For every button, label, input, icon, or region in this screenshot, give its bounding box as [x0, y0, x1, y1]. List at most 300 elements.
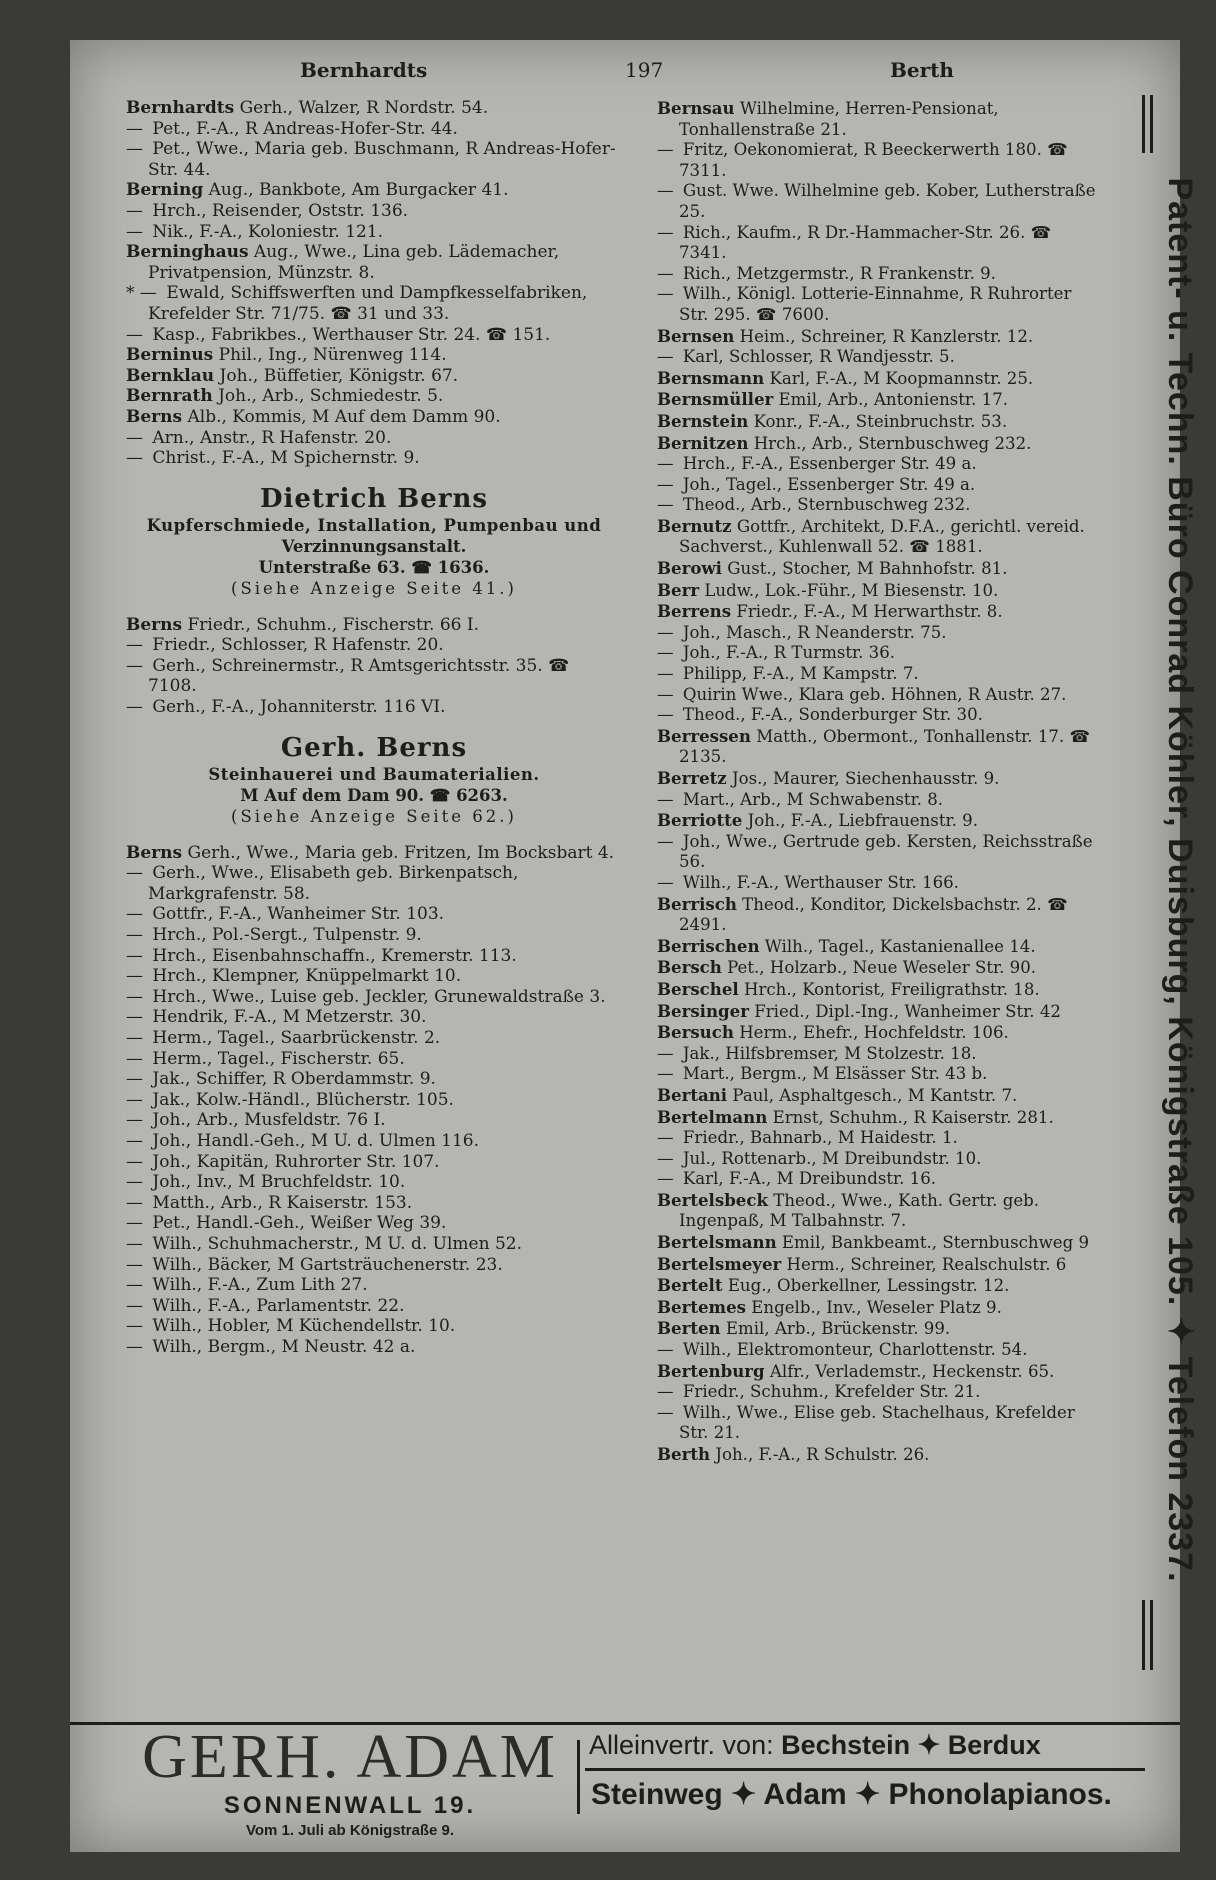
entry-surname: Berr [657, 579, 700, 600]
footer-top-prefix: Alleinvertr. von: [589, 1730, 774, 1760]
directory-entry [657, 1361, 1102, 1383]
entry-details: Wilh., Königl. Lotterie-Einnahme, R Ruhrorter Str. 295. ☎ 7600. [679, 284, 1072, 324]
entry-surname: — [126, 1275, 143, 1296]
entry-details: Joh., Arb., Schmiedestr. 5. [218, 386, 444, 407]
entry-surname: — [126, 904, 143, 925]
entry-details: Wilh., Bäcker, M Gartsträuchenerstr. 23. [152, 1254, 503, 1275]
entry-details: Herm., Schreiner, Realschulstr. 6 [786, 1254, 1067, 1274]
directory-entry [126, 966, 622, 987]
entry-details: Wilh., F.-A., Zum Lith 27. [152, 1275, 368, 1296]
directory-entry [126, 1172, 622, 1193]
entry-details: Ludw., Lok.-Führ., M Biesenstr. 10. [704, 580, 999, 600]
directory-entry [126, 1090, 622, 1111]
entry-details: Gerh., Wwe., Maria geb. Fritzen, Im Bocksbart 4. [187, 842, 615, 863]
entry-surname: — [657, 1402, 674, 1422]
entry-surname: Bernitzen [657, 432, 749, 453]
entry-details: Friedr., Schuhm., Krefelder Str. 21. [682, 1382, 981, 1402]
entry-details: Hrch., Kontorist, Freiligrathstr. 18. [743, 979, 1040, 999]
directory-entry [657, 1022, 1102, 1044]
entry-details: Fried., Dipl.-Ing., Wanheimer Str. 42 [754, 1001, 1061, 1021]
left-entries-2 [126, 615, 622, 718]
directory-entry [126, 448, 622, 469]
entry-details: Jak., Hilfsbremser, M Stolzestr. 18. [682, 1043, 977, 1063]
page-number: 197 [625, 58, 664, 82]
directory-entry [126, 1152, 622, 1173]
entry-details: Philipp, F.-A., M Kampstr. 7. [682, 664, 919, 684]
entry-details: Emil, Bankbeamt., Sternbuschweg 9 [781, 1233, 1090, 1253]
directory-entry [126, 345, 622, 366]
directory-entry [126, 180, 622, 201]
entry-details: Aug., Bankbote, Am Burgacker 41. [208, 180, 509, 201]
entry-surname: — [657, 1148, 674, 1168]
directory-entry [657, 389, 1102, 411]
entry-details: Jak., Kolw.-Händl., Blücherstr. 105. [152, 1089, 454, 1110]
entry-details: Hrch., Wwe., Luise geb. Jeckler, Grunewaldstraße 3. [152, 986, 606, 1007]
footer-note: Vom 1. Juli ab Königstraße 9. [245, 1822, 455, 1839]
entry-surname: Berninghaus [126, 242, 249, 263]
entry-details: Wilh., Schuhmacherstr., M U. d. Ulmen 52. [152, 1233, 522, 1254]
entry-details: Joh., Tagel., Essenberger Str. 49 a. [682, 474, 976, 494]
entry-surname: — [657, 222, 674, 242]
entry-surname: — [126, 1295, 143, 1316]
directory-entry [126, 1316, 622, 1337]
entry-details: Gerh., Walzer, R Nordstr. 54. [239, 98, 489, 118]
directory-entry [126, 1275, 622, 1296]
entry-surname: — [126, 697, 143, 718]
entry-details: Gust. Wwe. Wilhelmine geb. Kober, Lutherstraße 25. [679, 181, 1096, 221]
entry-details: Jos., Maurer, Siechenhausstr. 9. [732, 769, 1000, 788]
directory-entry [126, 407, 622, 428]
directory-entry [657, 601, 1102, 623]
entry-surname: Bernstein [657, 410, 749, 431]
entry-details: Pet., Handl.-Geh., Weißer Weg 39. [152, 1213, 447, 1234]
entry-details: Kasp., Fabrikbes., Werthauser Str. 24. ☎ 151. [152, 324, 551, 345]
ad-gerh-berns [126, 732, 622, 827]
directory-entry [126, 904, 622, 925]
left-entries-1 [126, 98, 622, 469]
directory-entry [657, 979, 1102, 1001]
directory-entry [126, 1255, 622, 1276]
directory-entry [657, 1128, 1102, 1149]
directory-entry [657, 326, 1102, 348]
ad-reference: (Siehe Anzeige Seite 62.) [231, 806, 517, 826]
entry-surname: Bersch [657, 957, 722, 978]
directory-entry [126, 1028, 622, 1049]
directory-entry [657, 98, 1102, 140]
entry-surname: — [657, 643, 674, 663]
entry-surname: Bernsau [657, 98, 735, 118]
directory-entry [126, 1007, 622, 1028]
entry-surname: — [657, 181, 674, 201]
directory-entry [657, 1044, 1102, 1065]
entry-surname: — [126, 118, 143, 139]
entry-details: Emil, Arb., Brückenstr. 99. [725, 1319, 951, 1339]
entry-details: Arn., Anstr., R Hafenstr. 20. [152, 427, 392, 448]
directory-entry [657, 1232, 1102, 1254]
entry-surname: Berretz [657, 768, 727, 788]
entry-details: Hrch., Arb., Sternbuschweg 232. [753, 433, 1032, 453]
directory-entry [657, 936, 1102, 958]
entry-details: Phil., Ing., Nürenweg 114. [218, 345, 447, 366]
entry-surname: — [126, 139, 143, 160]
directory-entry [657, 1254, 1102, 1276]
entry-surname: — [657, 664, 674, 684]
entry-surname: * — [126, 283, 157, 304]
directory-entry [657, 643, 1102, 664]
directory-entry [657, 1382, 1102, 1403]
entry-details: Joh., Handl.-Geh., M U. d. Ulmen 116. [152, 1130, 480, 1151]
entry-details: Hendrik, F.-A., M Metzerstr. 30. [152, 1007, 427, 1028]
entry-surname: — [657, 495, 674, 515]
entry-details: Friedr., F.-A., M Herwarthstr. 8. [736, 602, 1003, 622]
directory-entry [126, 1110, 622, 1131]
directory-entry [657, 495, 1102, 516]
entry-surname: Bernrath [126, 386, 213, 407]
left-column [126, 98, 622, 1358]
entry-details: Gerh., Wwe., Elisabeth geb. Birkenpatsch, Markgrafenstr. 58. [148, 863, 519, 904]
entry-details: Nik., F.-A., Koloniestr. 121. [152, 221, 384, 242]
ad-line: Kupferschmiede, Installation, Pumpenbau und [146, 515, 602, 535]
entry-details: Rich., Kaufm., R Dr.-Hammacher-Str. 26. ☎ 7341. [679, 222, 1052, 263]
entry-details: Gottfr., Architekt, D.F.A., gerichtl. vereid. Sachverst., Kuhlenwall 52. ☎ 1881. [679, 516, 1085, 557]
entry-details: Christ., F.-A., M Spichernstr. 9. [152, 448, 420, 469]
entry-details: Hrch., Reisender, Oststr. 136. [152, 200, 409, 221]
ad-name: Gerh. Berns [280, 732, 468, 763]
entry-surname: Bernhardts [126, 98, 235, 118]
entry-details: Theod., Arb., Sternbuschweg 232. [682, 495, 971, 515]
entry-details: Joh., Wwe., Gertrude geb. Kersten, Reichsstraße 56. [679, 831, 1093, 872]
entry-surname: — [657, 622, 674, 642]
entry-surname: Berns [126, 614, 183, 635]
directory-entry [657, 558, 1102, 580]
entry-details: Joh., F.-A., R Turmstr. 36. [682, 643, 896, 663]
directory-entry [657, 1340, 1102, 1361]
directory-entry [126, 283, 622, 324]
entry-details: Aug., Wwe., Lina geb. Lädemacher, Privatpension, Münzstr. 8. [148, 242, 560, 283]
entry-details: Konr., F.-A., Steinbruchstr. 53. [753, 411, 1008, 431]
entry-surname: Berressen [657, 725, 751, 746]
right-column [657, 98, 1102, 1466]
entry-details: Mart., Arb., M Schwabenstr. 8. [682, 789, 944, 809]
entry-details: Gerh., Schreinermstr., R Amtsgerichtsstr. 35. ☎ 7108. [148, 655, 570, 697]
entry-details: Hrch., Pol.-Sergt., Tulpenstr. 9. [152, 925, 422, 946]
footer-divider [577, 1740, 580, 1814]
entry-surname: — [657, 454, 674, 474]
entry-surname: — [126, 448, 143, 469]
entry-details: Gust., Stocher, M Bahnhofstr. 81. [727, 559, 1008, 579]
entry-surname: — [126, 945, 143, 966]
entry-surname: — [126, 635, 143, 656]
footer-top-brands: Bechstein ✦ Berdux [781, 1730, 1041, 1760]
directory-entry [126, 635, 622, 656]
right-entries [657, 98, 1102, 1466]
entry-details: Joh., F.-A., R Schulstr. 26. [715, 1445, 930, 1464]
entry-details: Pet., Holzarb., Neue Weseler Str. 90. [727, 958, 1037, 978]
entry-surname: Bertelmann [657, 1106, 768, 1127]
directory-entry [657, 873, 1102, 894]
entry-surname: — [126, 221, 143, 242]
directory-entry [126, 98, 622, 119]
entry-details: Friedr., Bahnarb., M Haidestr. 1. [682, 1128, 958, 1148]
entry-details: Ewald, Schiffswerften und Dampfkesselfabriken, Krefelder Str. 71/75. ☎ 31 und 33. [148, 283, 588, 324]
entry-surname: — [126, 1336, 143, 1357]
entry-details: Gerh., F.-A., Johanniterstr. 116 VI. [152, 697, 446, 718]
entry-details: Joh., F.-A., Liebfrauenstr. 9. [747, 811, 978, 831]
entry-surname: — [657, 1382, 674, 1402]
entry-surname: Berrischen [657, 935, 760, 956]
entry-surname: — [126, 1254, 143, 1275]
header-left: Bernhardts [300, 58, 428, 82]
entry-details: Eug., Oberkellner, Lessingstr. 12. [727, 1276, 1010, 1296]
entry-surname: — [126, 1316, 143, 1337]
entry-surname: — [657, 474, 674, 494]
entry-surname: Berns [126, 406, 183, 427]
entry-surname: — [126, 324, 143, 345]
entry-surname: — [126, 1048, 143, 1069]
directory-entry [126, 119, 622, 140]
footer-advert-right [585, 1722, 1145, 1815]
directory-entry [126, 656, 622, 697]
directory-entry [126, 325, 622, 346]
entry-details: Engelb., Inv., Weseler Platz 9. [751, 1297, 1002, 1317]
footer-company-name: GERH. ADAM [142, 1723, 558, 1791]
directory-entry [126, 139, 622, 180]
entry-surname: — [126, 1213, 143, 1234]
ad-line: Verzinnungsanstalt. [281, 536, 467, 556]
entry-details: Wilh., Elektromonteur, Charlottenstr. 54. [682, 1340, 1028, 1360]
side-banner: Patent- u. Techn. Büro Conrad Köhler, Duisburg, Königstraße 105. ✦ Telefon 2337. [1161, 177, 1199, 1583]
entry-surname: — [126, 200, 143, 221]
directory-entry [657, 1190, 1102, 1232]
ad-reference: (Siehe Anzeige Seite 41.) [231, 578, 517, 598]
directory-entry [126, 1049, 622, 1070]
entry-details: Karl, F.-A., M Koopmannstr. 25. [769, 368, 1034, 388]
entry-surname: Bernsmüller [657, 389, 774, 410]
entry-details: Karl, Schlosser, R Wandjesstr. 5. [682, 347, 955, 367]
directory-entry [126, 1069, 622, 1090]
entry-surname: Berschel [657, 978, 739, 999]
entry-surname: Bertelsmann [657, 1232, 777, 1253]
entry-details: Quirin Wwe., Klara geb. Höhnen, R Austr. 27. [682, 684, 1067, 704]
entry-surname: — [126, 1007, 143, 1028]
entry-details: Wilhelmine, Herren-Pensionat, Tonhallenstraße 21. [679, 99, 999, 139]
footer-top-line [585, 1722, 1145, 1768]
directory-entry [657, 264, 1102, 285]
entry-surname: Bernklau [126, 365, 215, 386]
entry-details: Mart., Bergm., M Elsässer Str. 43 b. [682, 1064, 988, 1084]
ad-address: Unterstraße 63. ☎ 1636. [258, 557, 490, 577]
margin-rule [1150, 1600, 1153, 1670]
directory-entry [126, 1296, 622, 1317]
directory-entry [657, 832, 1102, 873]
entry-surname: — [126, 1028, 143, 1048]
directory-entry [126, 1337, 622, 1358]
entry-details: Hrch., Klempner, Knüppelmarkt 10. [152, 966, 462, 987]
directory-entry [126, 1131, 622, 1152]
entry-surname: Berning [126, 180, 204, 201]
entry-surname: — [126, 1233, 143, 1254]
entry-surname: — [126, 1130, 143, 1151]
directory-entry [657, 223, 1102, 264]
entry-details: Ernst, Schuhm., R Kaiserstr. 281. [772, 1107, 1054, 1127]
directory-entry [657, 768, 1102, 790]
entry-details: Wilh., Wwe., Elise geb. Stachelhaus, Krefelder Str. 21. [679, 1402, 1075, 1443]
directory-entry [657, 623, 1102, 644]
directory-entry [657, 790, 1102, 811]
directory-entry [657, 1107, 1102, 1129]
entry-details: Wilh., Hobler, M Küchendellstr. 10. [152, 1316, 456, 1337]
entry-details: Herm., Ehefr., Hochfeldstr. 106. [739, 1023, 1009, 1043]
entry-surname: — [657, 1043, 674, 1063]
directory-entry [657, 1085, 1102, 1107]
entry-surname: — [657, 1169, 674, 1189]
entry-surname: — [126, 655, 143, 676]
directory-entry [126, 863, 622, 904]
margin-rule [1142, 95, 1145, 153]
entry-surname: Bertemes [657, 1296, 747, 1317]
directory-entry [657, 1149, 1102, 1170]
margin-rule [1142, 1600, 1145, 1670]
entry-details: Gottfr., F.-A., Wanheimer Str. 103. [152, 904, 445, 925]
entry-surname: — [657, 140, 674, 160]
directory-entry [657, 516, 1102, 558]
entry-surname: — [657, 684, 674, 704]
entry-surname: Bertelsmeyer [657, 1253, 782, 1274]
entry-surname: — [657, 284, 674, 304]
entry-details: Theod., F.-A., Sonderburger Str. 30. [682, 705, 983, 725]
entry-details: Joh., Masch., R Neanderstr. 75. [682, 622, 947, 642]
directory-entry [126, 428, 622, 449]
entry-details: Emil, Arb., Antonienstr. 17. [778, 390, 1008, 410]
entry-details: Hrch., F.-A., Essenberger Str. 49 a. [682, 454, 977, 474]
entry-surname: Bertelsbeck [657, 1189, 768, 1210]
ad-address: M Auf dem Dam 90. ☎ 6263. [240, 785, 508, 805]
entry-surname: — [657, 872, 674, 892]
entry-surname: Berrisch [657, 893, 737, 914]
entry-details: Wilh., Bergm., M Neustr. 42 a. [152, 1336, 416, 1357]
directory-entry [657, 1403, 1102, 1444]
directory-entry [657, 181, 1102, 222]
entry-details: Joh., Arb., Musfeldstr. 76 I. [152, 1110, 386, 1131]
directory-entry [126, 925, 622, 946]
directory-entry [657, 1064, 1102, 1085]
directory-entry [657, 411, 1102, 433]
directory-entry [657, 284, 1102, 325]
entry-details: Theod., Konditor, Dickelsbachstr. 2. ☎ 2491. [679, 894, 1068, 935]
entry-surname: — [657, 1064, 674, 1084]
directory-entry [657, 685, 1102, 706]
directory-entry [657, 475, 1102, 496]
directory-entry [126, 1213, 622, 1234]
entry-surname: — [126, 986, 143, 1007]
entry-surname: Bertelt [657, 1275, 723, 1296]
entry-details: Alfr., Verlademstr., Heckenstr. 65. [769, 1361, 1055, 1381]
entry-surname: — [126, 1069, 143, 1090]
directory-entry [126, 615, 622, 636]
directory-entry [126, 222, 622, 243]
entry-details: Herm., Tagel., Saarbrückenstr. 2. [152, 1028, 441, 1048]
entry-surname: Berten [657, 1318, 721, 1339]
entry-details: Hrch., Eisenbahnschaffn., Kremerstr. 113. [152, 945, 517, 966]
entry-details: Jak., Schiffer, R Oberdammstr. 9. [152, 1069, 436, 1090]
directory-entry [657, 664, 1102, 685]
entry-surname: — [126, 1151, 143, 1172]
directory-entry [657, 347, 1102, 368]
entry-details: Joh., Kapitän, Ruhrorter Str. 107. [152, 1151, 440, 1172]
directory-entry [657, 894, 1102, 936]
margin-rule [1150, 95, 1153, 153]
entry-details: Herm., Tagel., Fischerstr. 65. [152, 1048, 405, 1069]
entry-surname: — [126, 1192, 143, 1213]
entry-surname: Berns [126, 842, 183, 863]
entry-surname: Bernsmann [657, 367, 765, 388]
directory-entry [657, 810, 1102, 832]
entry-details: Joh., Büffetier, Königstr. 67. [219, 365, 459, 386]
directory-entry [657, 1318, 1102, 1340]
entry-surname: Bertani [657, 1084, 728, 1105]
footer-address: SONNENWALL 19. [223, 1792, 477, 1819]
entry-details: Karl, F.-A., M Dreibundstr. 16. [682, 1169, 937, 1189]
entry-details: Heim., Schreiner, R Kanzlerstr. 12. [739, 326, 1034, 346]
entry-surname: — [657, 347, 674, 367]
entry-details: Friedr., Schlosser, R Hafenstr. 20. [152, 635, 444, 656]
entry-surname: — [657, 1340, 674, 1360]
directory-entry [126, 366, 622, 387]
entry-surname: — [126, 863, 143, 884]
ad-name: Dietrich Berns [259, 483, 489, 514]
directory-entry [126, 697, 622, 718]
directory-entry [126, 242, 622, 283]
entry-surname: Bertenburg [657, 1360, 765, 1381]
entry-surname: — [657, 789, 674, 809]
entry-details: Matth., Obermont., Tonhallenstr. 17. ☎ 2135. [679, 726, 1091, 767]
entry-details: Pet., Wwe., Maria geb. Buschmann, R Andreas-Hofer-Str. 44. [148, 139, 616, 180]
entry-surname: Berrens [657, 601, 732, 622]
directory-entry [657, 1444, 1102, 1466]
directory-entry [657, 368, 1102, 390]
entry-details: Wilh., F.-A., Parlamentstr. 22. [152, 1295, 405, 1316]
entry-surname: — [126, 966, 143, 987]
directory-entry [126, 1193, 622, 1214]
directory-entry [126, 946, 622, 967]
entry-surname: Berriotte [657, 810, 743, 831]
entry-surname: — [126, 925, 143, 946]
directory-entry [126, 987, 622, 1008]
entry-surname: — [657, 831, 674, 851]
directory-entry [657, 433, 1102, 455]
entry-details: Jul., Rottenarb., M Dreibundstr. 10. [682, 1148, 982, 1168]
entry-surname: Berninus [126, 345, 214, 366]
entry-surname: — [657, 263, 674, 283]
entry-details: Paul, Asphaltgesch., M Kantstr. 7. [732, 1085, 1018, 1105]
header-right: Berth [890, 58, 954, 82]
directory-entry [657, 1001, 1102, 1023]
entry-details: Joh., Inv., M Bruchfeldstr. 10. [152, 1172, 406, 1193]
footer-advert-left [130, 1722, 570, 1842]
directory-entry [126, 201, 622, 222]
entry-details: Wilh., Tagel., Kastanienallee 14. [764, 936, 1036, 956]
entry-surname: Bernutz [657, 515, 732, 536]
directory-entry [657, 1169, 1102, 1190]
entry-surname: Bersuch [657, 1022, 734, 1043]
entry-details: Matth., Arb., R Kaiserstr. 153. [152, 1192, 413, 1213]
entry-details: Wilh., F.-A., Werthauser Str. 166. [682, 872, 959, 892]
directory-entry [657, 140, 1102, 181]
entry-surname: — [657, 705, 674, 725]
entry-surname: Berth [657, 1444, 711, 1464]
footer-bottom-line: Steinweg ✦ Adam ✦ Phonolapianos. [591, 1778, 1112, 1811]
ad-line: Steinhauerei und Baumaterialien. [208, 764, 540, 784]
